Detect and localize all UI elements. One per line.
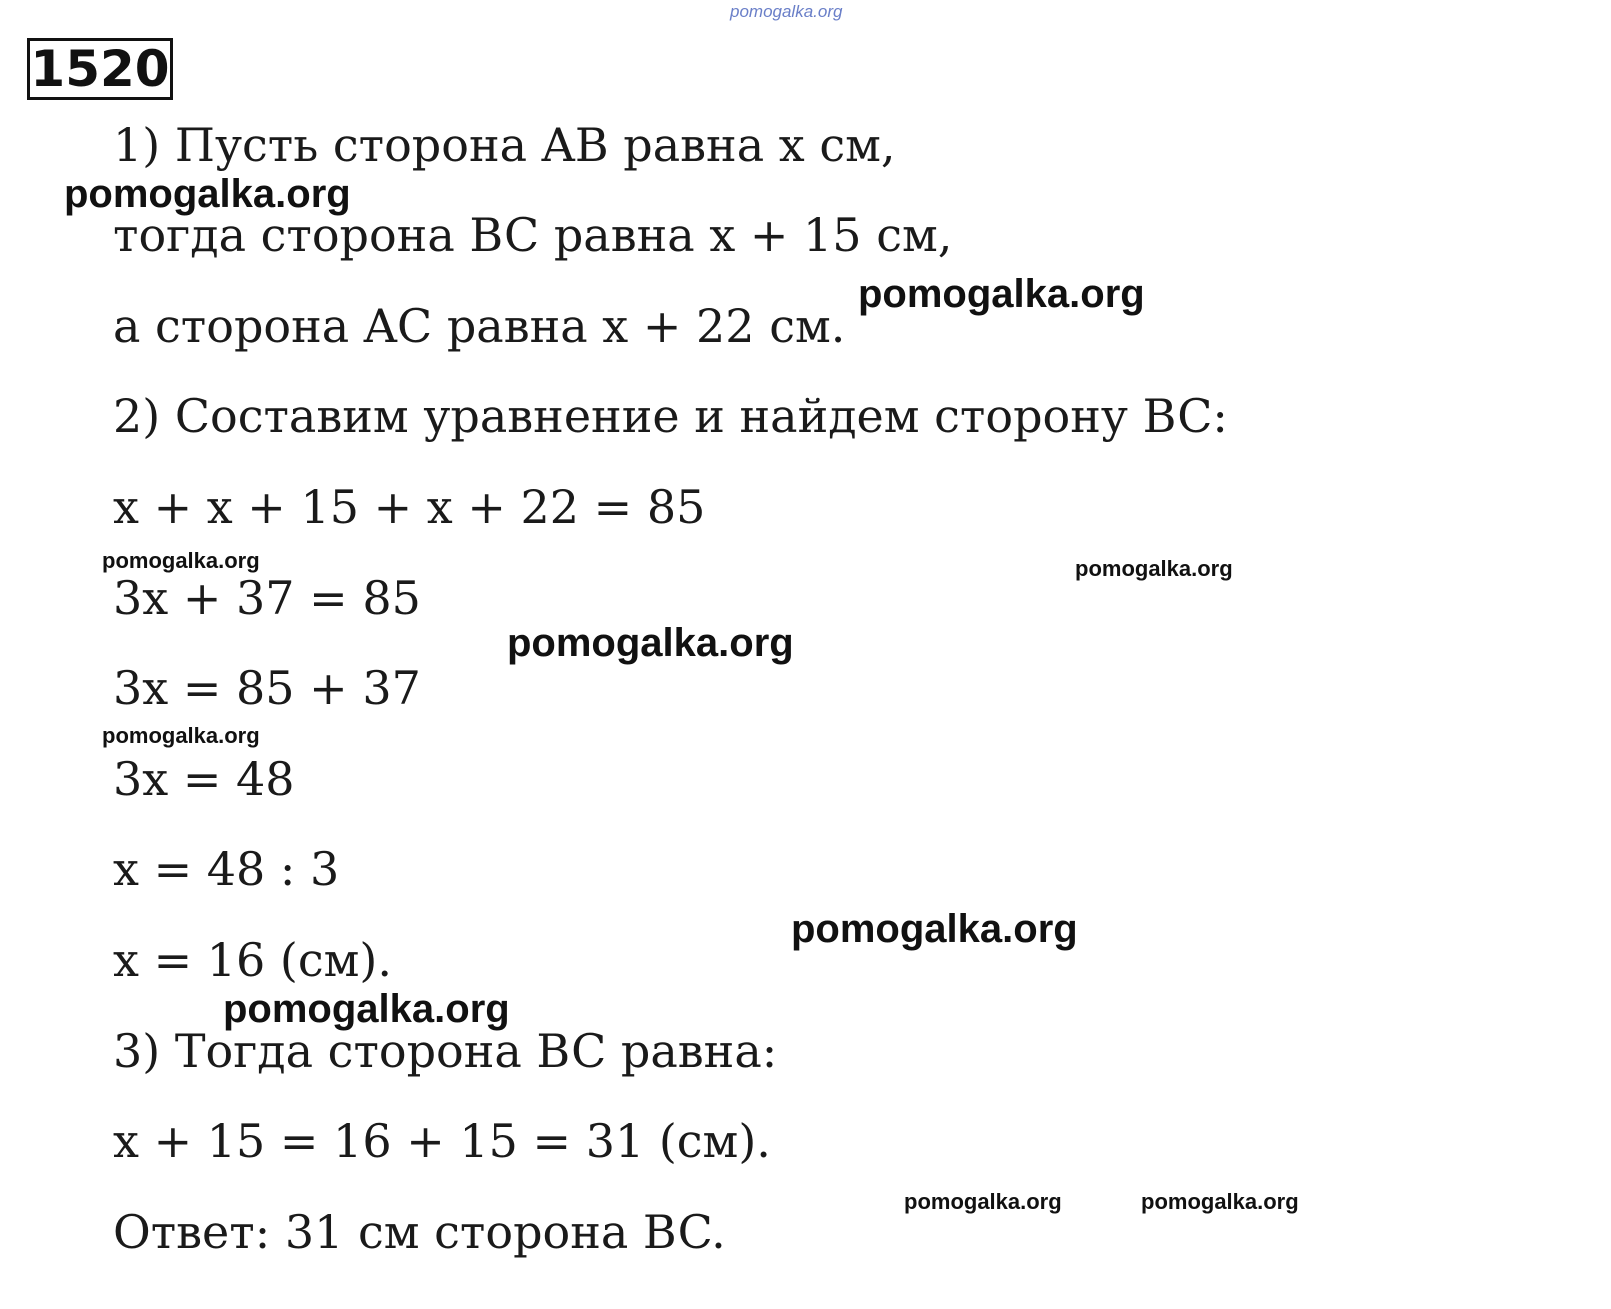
equation-line-6: x = 16 (см). bbox=[113, 933, 392, 987]
solution-line-2: тогда сторона BC равна x + 15 см, bbox=[113, 208, 953, 262]
equation-line-4: 3x = 48 bbox=[113, 752, 295, 806]
watermark: pomogalka.org bbox=[507, 621, 794, 665]
watermark: pomogalka.org bbox=[223, 987, 510, 1031]
equation-line-5: x = 48 : 3 bbox=[113, 842, 340, 896]
answer-line: Ответ: 31 см сторона BC. bbox=[113, 1205, 726, 1259]
solution-line-1: 1) Пусть сторона AB равна x см, bbox=[113, 118, 896, 172]
watermark: pomogalka.org bbox=[102, 723, 260, 748]
solution-line-5: 3) Тогда сторона BC равна: bbox=[113, 1024, 778, 1078]
watermark: pomogalka.org bbox=[904, 1189, 1062, 1214]
watermark: pomogalka.org bbox=[1075, 556, 1233, 581]
watermark-top: pomogalka.org bbox=[730, 2, 843, 21]
equation-line-1: x + x + 15 + x + 22 = 85 bbox=[113, 480, 706, 534]
watermark: pomogalka.org bbox=[64, 172, 351, 216]
solution-line-3: а сторона AC равна x + 22 см. bbox=[113, 299, 846, 353]
equation-line-2: 3x + 37 = 85 bbox=[113, 571, 421, 625]
watermark: pomogalka.org bbox=[791, 907, 1078, 951]
equation-line-7: x + 15 = 16 + 15 = 31 (см). bbox=[113, 1114, 771, 1168]
watermark: pomogalka.org bbox=[858, 272, 1145, 316]
watermark: pomogalka.org bbox=[1141, 1189, 1299, 1214]
equation-line-3: 3x = 85 + 37 bbox=[113, 661, 421, 715]
solution-line-4: 2) Составим уравнение и найдем сторону BC: bbox=[113, 389, 1228, 443]
watermark: pomogalka.org bbox=[102, 548, 260, 573]
problem-number: 1520 bbox=[27, 38, 173, 100]
